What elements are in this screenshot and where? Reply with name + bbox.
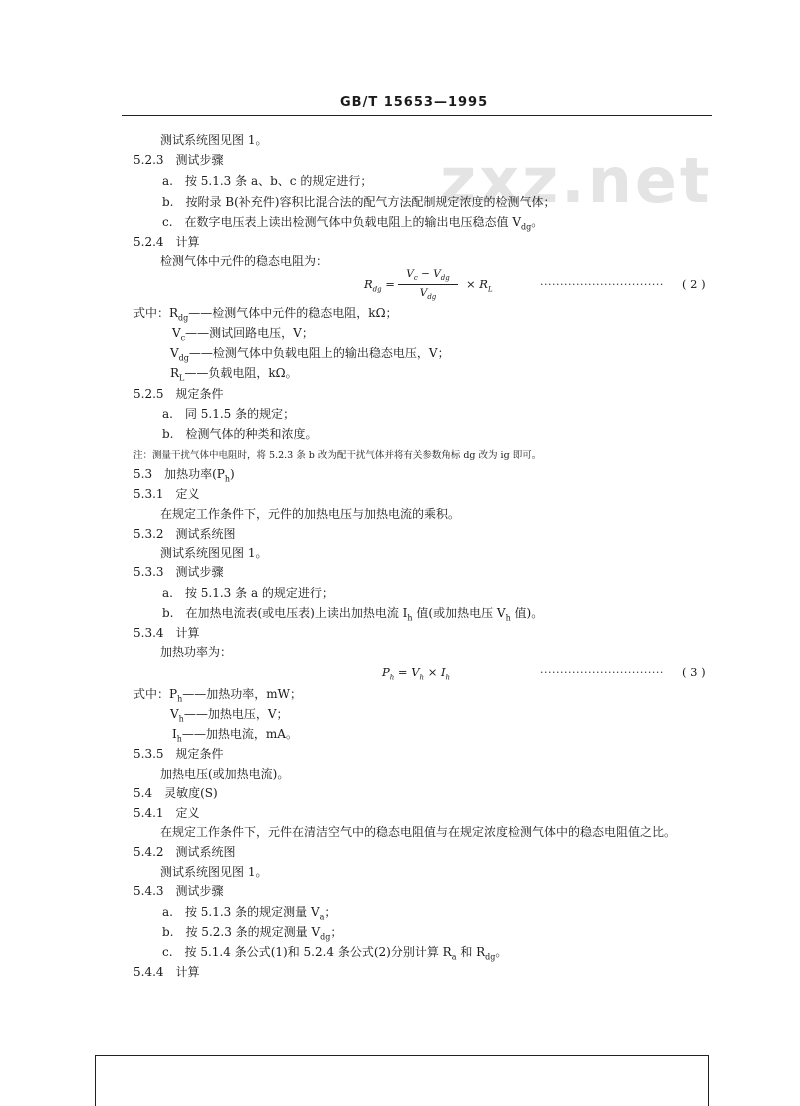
step-a: a. 按 5.1.3 条的规定测量 $V_a$； (162, 905, 337, 922)
header-rule (122, 115, 712, 116)
step-b: b. 在加热电流表(或电压表)上读出加热电流 $I_h$ 值(或加热电压 $V_h$ 值)。 (162, 606, 544, 623)
step-c: c. 在数字电压表上读出检测气体中负载电阻上的输出电压稳态值 $V_{dg}$。 (162, 215, 544, 232)
section-heading-5-4-2: 5.4.2 测试系统图 (133, 845, 236, 859)
where-line: $V_h——$加热电压，V； (170, 707, 289, 724)
section-heading-5-4-1: 5.4.1 定义 (133, 806, 200, 820)
formula-2-denominator: $V_{dg}$ (419, 287, 437, 302)
formula-2-numerator: $V_c - V_{dg}$ (398, 268, 458, 285)
note-line: 注：测量干扰气体中电阻时，将 5.2.3 条 b 改为配干扰气体并将有关参数角标 dg 改为 ig 即可。 (133, 450, 542, 461)
section-heading-5-3-1: 5.3.1 定义 (133, 487, 200, 501)
step-b: b. 按 5.2.3 条的规定测量 $V_{dg}$； (162, 925, 343, 942)
where-line: $R_L——$负载电阻，kΩ。 (170, 366, 298, 383)
where-line: 式中：$P_h——$加热功率，mW； (133, 687, 302, 704)
text-line: 加热功率为： (160, 645, 233, 659)
formula-2-leader-dots: ······························· (540, 278, 664, 291)
section-heading-5-4-4: 5.4.4 计算 (133, 965, 200, 979)
step-a: a. 按 5.1.3 条 a、b、c 的规定进行； (162, 174, 373, 188)
formula-3-leader-dots: ······························· (540, 666, 664, 679)
condition-a: a. 同 5.1.5 条的规定； (162, 407, 296, 421)
formula-3-number: ( 3 ) (682, 665, 706, 679)
where-line: 式中：$R_{dg}——$检测气体中元件的稳态电阻，kΩ； (133, 306, 398, 323)
where-line: $I_h——$加热电流，mA。 (172, 727, 298, 744)
formula-2-number: ( 2 ) (682, 277, 706, 291)
text-line: 测试系统图见图 1。 (160, 546, 268, 560)
step-a: a. 按 5.1.3 条 a 的规定进行； (162, 586, 334, 600)
formula-2-fraction (398, 268, 458, 301)
section-heading-5-3-5: 5.3.5 规定条件 (133, 747, 224, 761)
formula-2-lhs: $R_{dg}$ = (364, 277, 395, 294)
condition-b: b. 检测气体的种类和浓度。 (162, 427, 318, 441)
formula-2-rhs: × $R_L$ (466, 277, 493, 294)
where-line: $V_{dg}——$检测气体中负载电阻上的输出稳态电压，V； (170, 346, 450, 363)
text-line: 检测气体中元件的稳态电阻为： (160, 254, 329, 268)
text-line: 加热电压(或加热电流)。 (160, 767, 290, 781)
section-heading-5-3-2: 5.3.2 测试系统图 (133, 527, 236, 541)
step-b: b. 按附录 B(补充件)容积比混合法的配气方法配制规定浓度的检测气体； (162, 195, 556, 209)
section-heading-5-3-3: 5.3.3 测试步骤 (133, 565, 224, 579)
step-c: c. 按 5.1.4 条公式(1)和 5.2.4 条公式(2)分别计算 $R_a$ 和 $R_{dg}$。 (162, 945, 508, 962)
where-line: $V_c——$测试回路电压，V； (172, 326, 314, 343)
formula-3: $P_h = V_h \times I_h$ (382, 665, 451, 682)
doc-header-code: GB/T 15653—1995 (340, 95, 489, 110)
section-heading-5-3: 5.3 加热功率$(P_h)$ (133, 467, 235, 484)
section-heading-5-2-5: 5.2.5 规定条件 (133, 387, 224, 401)
text-line: 在规定工作条件下，元件在清洁空气中的稳态电阻值与在规定浓度检测气体中的稳态电阻值之比。 (160, 825, 677, 839)
section-heading-5-4: 5.4 灵敏度(S) (133, 786, 218, 800)
section-heading-5-3-4: 5.3.4 计算 (133, 626, 200, 640)
section-heading-5-4-3: 5.4.3 测试步骤 (133, 884, 224, 898)
text-line: 在规定工作条件下，元件的加热电压与加热电流的乘积。 (160, 507, 461, 521)
section-heading-5-2-3: 5.2.3 测试步骤 (133, 153, 224, 167)
footer-frame (95, 1055, 709, 1106)
section-heading-5-2-4: 5.2.4 计算 (133, 235, 200, 249)
text-line: 测试系统图见图 1。 (160, 865, 268, 879)
text-line: 测试系统图见图 1。 (160, 133, 268, 147)
watermark: zxz.net (440, 144, 713, 217)
